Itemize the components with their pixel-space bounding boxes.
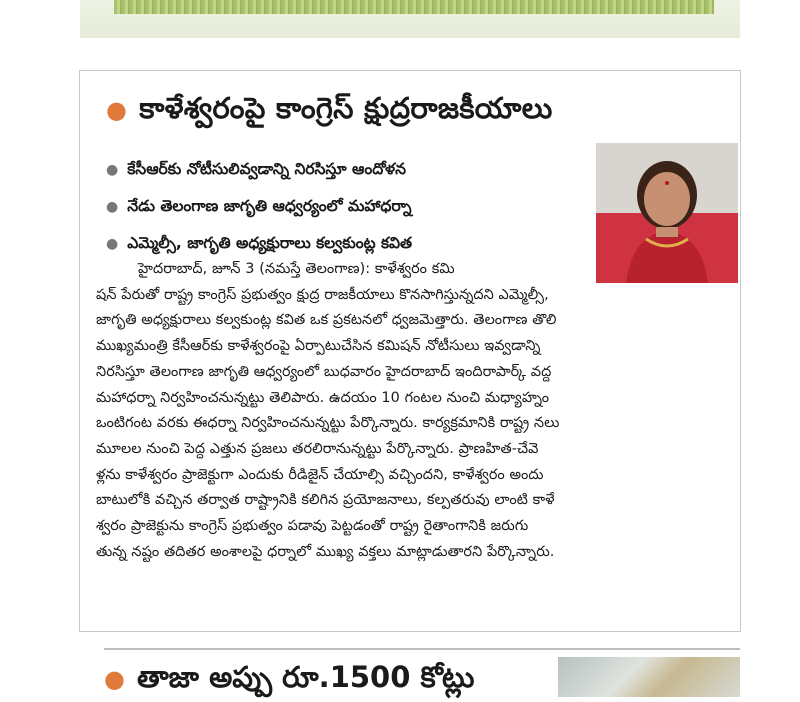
bullet-dot-icon: ● (104, 665, 125, 693)
body-line: హైదరాబాద్, జూన్ 3 (నమస్తే తెలంగాణ): కాళేశ్వరం కమి (138, 261, 455, 277)
body-line: ఒంటిగంట వరకు ఈధర్నా నిర్వహించనున్నట్టు పేర్కొన్నారు. కార్యక్రమానికి రాష్ట్ర నలు (96, 415, 560, 432)
body-line: తున్న నష్టం తదితర అంశాలపై ధర్నాలో ముఖ్య వక్తలు మాట్లాడుతారని పేర్కొన్నారు. (96, 543, 555, 560)
bullet-dot-icon: ● (106, 162, 119, 178)
body-line: ళ్లను కాళేశ్వరం ప్రాజెక్టుగా ఎందుకు రీడిజైన్ చేయాల్సి వచ్చిందని, కాళేశ్వరం అందు (96, 466, 544, 483)
next-headline-text: తాజా అప్పు రూ.1500 కోట్లు (136, 660, 475, 694)
bullet-dot-icon: ● (106, 199, 119, 215)
news-article (79, 70, 741, 632)
body-line: ముఖ్యమంత్రి కేసీఆర్‌కు కాళేశ్వరంపై ఏర్పాటుచేసిన కమిషన్ నోటీసులు ఇవ్వడాన్ని (96, 338, 541, 355)
body-line: మూలల నుంచి పెద్ద ఎత్తున ప్రజలు తరలిరానున్నట్టు పేర్కొన్నారు. ప్రాణహిత-చేవె (96, 440, 539, 457)
bullet-dot-icon: ● (106, 96, 128, 124)
body-line: మహాధర్నా నిర్వహించనున్నట్టు తెలిపారు. ఉదయం 10 గంటల నుంచి మధ్యాహ్నం (96, 389, 550, 406)
subpoint-item (106, 188, 596, 225)
subpoint-list (106, 151, 596, 262)
body-line: శ్వరం ప్రాజెక్టును కాంగ్రెస్ ప్రభుత్వం పడావు పెట్టడంతో రాష్ట్ర రైతాంగానికి జరుగు (96, 518, 529, 535)
next-article-headline (104, 660, 474, 702)
previous-article-image (80, 0, 740, 38)
body-line: బాటులోకి వచ్చిన తర్వాత రాష్ట్రానికి కలిగిన ప్రయోజనాలు, కల్పతరువు లాంటి కాళే (96, 492, 555, 509)
subpoint-text: కేసీఆర్‌కు నోటీసులివ్వడాన్ని నిరసిస్తూ ఆందోళన (127, 160, 407, 178)
article-body (96, 257, 738, 565)
body-line: నిరసిస్తూ తెలంగాణ జాగృతి ఆధ్వర్యంలో బుధవారం హైదరాబాద్ ఇందిరాపార్క్ వద్ద (96, 363, 552, 380)
bullet-dot-icon: ● (106, 236, 119, 252)
currency-photo (558, 657, 740, 697)
subpoint-text: ఎమ్మెల్సీ, జాగృతి అధ్యక్షురాలు కల్వకుంట్ల కవిత (127, 234, 413, 252)
subpoint-item (106, 151, 596, 188)
body-line: జాగృతి అధ్యక్షురాలు కల్వకుంట్ల కవిత ఒక ప్రకటనలో ధ్వజమెత్తారు. తెలంగాణ తొలి (96, 312, 557, 329)
grass-strip (114, 0, 714, 14)
article-divider (104, 648, 740, 650)
headline-text: కాళేశ్వరంపై కాంగ్రెస్ క్షుద్రరాజకీయాలు (139, 91, 553, 125)
body-line: షన్ పేరుతో రాష్ట్ర కాంగ్రెస్ ప్రభుత్వం క్షుద్ర రాజకీయాలు కొనసాగిస్తున్నదని ఎమ్మెల్సీ, (96, 286, 549, 303)
subpoint-text: నేడు తెలంగాణ జాగృతి ఆధ్వర్యంలో మహాధర్నా (127, 197, 412, 215)
article-headline (106, 91, 736, 133)
